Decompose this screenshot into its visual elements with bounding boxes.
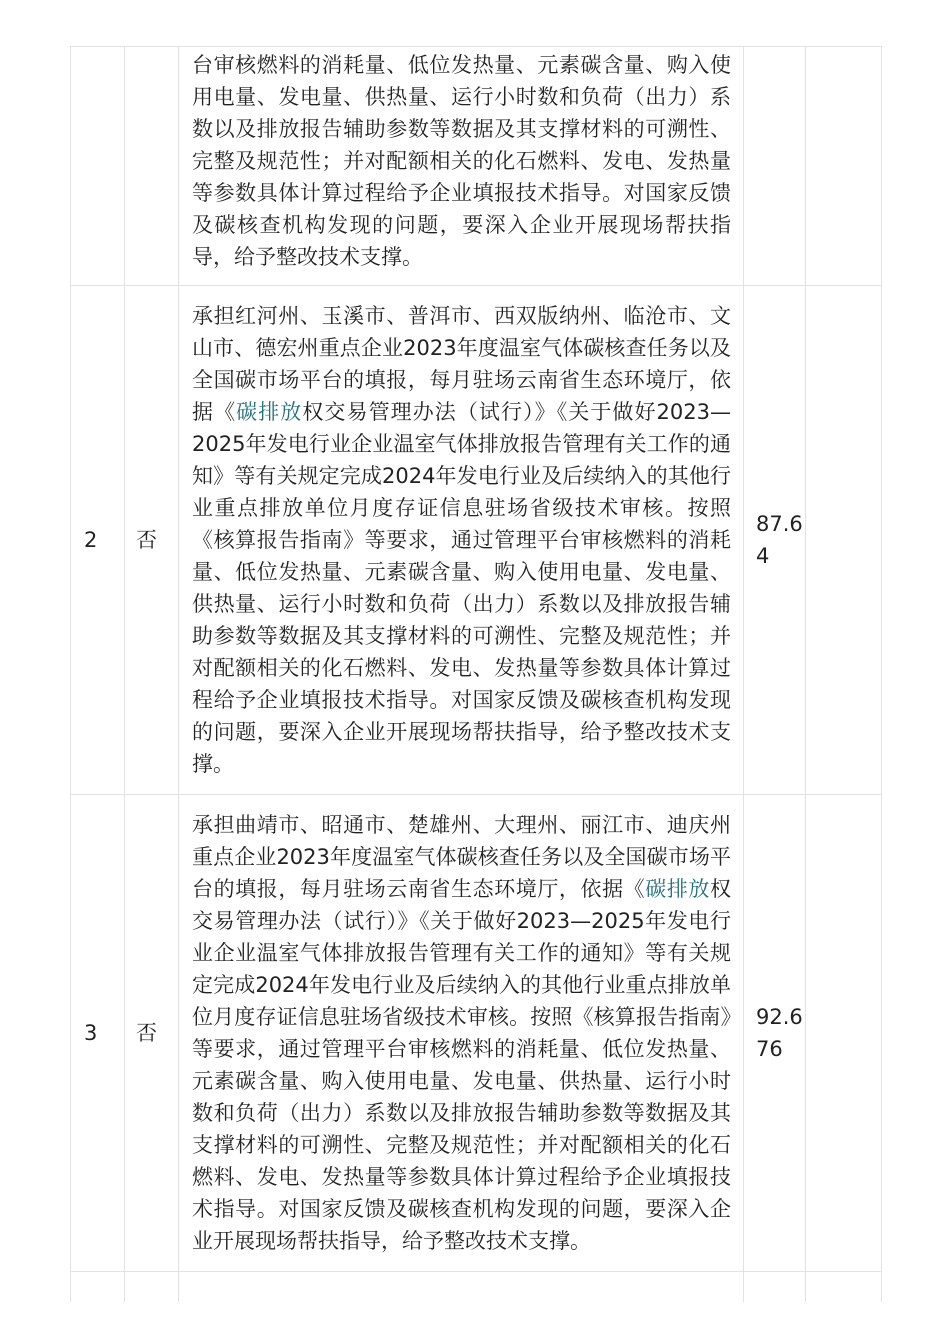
row-flag-cell: 否 — [125, 286, 179, 795]
description-text-rest: 权交易管理办法（试行）》《关于做好2023—2025年发电行业企业温室气体排放报告管理有关工作的通知》等有关规定完成2024年发电行业及后续纳入的其他行业重点排放单位月度存证信息驻场省级技术审核。按照《核算报告指南》等要求，通过管理平台审核燃料的消耗量、低位发热量、元素碳含量、购入使用电量、发电量、供热量、运行小时数和负荷（出力）系数以及排放报告辅助参数等数据及其支撑材料的可溯性、完整及规范性；并对配额相关的化石燃料、发电、发热量等参数具体计算过程给予企业填报技术指导。对国家反馈及碳核查机构发现的问题，要深入企业开展现场帮扶指导，给予整改技术支撑。 — [192, 877, 731, 1253]
carbon-emission-link[interactable]: 碳排放 — [645, 877, 710, 901]
row-description-cell — [179, 47, 744, 286]
row-extra-cell — [806, 47, 882, 286]
carbon-emission-link[interactable]: 碳排放 — [236, 400, 303, 424]
table-row — [71, 47, 882, 286]
requirements-table — [70, 46, 882, 1302]
row-flag-cell — [125, 1272, 179, 1303]
table-row — [71, 795, 882, 1272]
row-flag-cell: 否 — [125, 795, 179, 1272]
row-index-cell: 2 — [71, 286, 125, 795]
row-index-cell — [71, 1272, 125, 1303]
table-row — [71, 1272, 882, 1303]
row-value-cell: 87.64 — [744, 286, 806, 795]
description-text: 台审核燃料的消耗量、低位发热量、元素碳含量、购入使用电量、发电量、供热量、运行小时数和负荷（出力）系数以及排放报告辅助参数等数据及其支撑材料的可溯性、完整及规范性；并对配额相关的化石燃料、发电、发热量等参数具体计算过程给予企业填报技术指导。对国家反馈及碳核查机构发现的问题，要深入企业开展现场帮扶指导，给予整改技术支撑。 — [192, 53, 731, 269]
row-description-cell — [179, 795, 744, 1272]
description-text-rest: 权交易管理办法（试行）》《关于做好2023—2025年发电行业企业温室气体排放报告管理有关工作的通知》等有关规定完成2024年发电行业及后续纳入的其他行业重点排放单位月度存证信息驻场省级技术审核。按照《核算报告指南》等要求，通过管理平台审核燃料的消耗量、低位发热量、元素碳含量、购入使用电量、发电量、供热量、运行小时数和负荷（出力）系数以及排放报告辅助参数等数据及其支撑材料的可溯性、完整及规范性；并对配额相关的化石燃料、发电、发热量等参数具体计算过程给予企业填报技术指导。对国家反馈及碳核查机构发现的问题，要深入企业开展现场帮扶指导，给予整改技术支撑。 — [192, 400, 731, 776]
table-row — [71, 286, 882, 795]
row-flag-cell — [125, 47, 179, 286]
row-description-cell — [179, 286, 744, 795]
description-text-lead: 承担曲靖市、昭通市、楚雄州、大理州、丽江市、迪庆州重点企业2023年度温室气体碳核查任务以及全国碳市场平台的填报，每月驻场云南省生态环境厅，依据《 — [192, 813, 731, 901]
row-index-cell — [71, 47, 125, 286]
row-value-cell — [744, 47, 806, 286]
row-index-cell: 3 — [71, 795, 125, 1272]
description-text-lead: 承担红河州、玉溪市、普洱市、西双版纳州、临沧市、文山市、德宏州重点企业2023年度温室气体碳核查任务以及全国碳市场平台的填报，每月驻场云南省生态环境厅，依据《 — [192, 304, 731, 424]
row-value-cell — [744, 1272, 806, 1303]
row-extra-cell — [806, 795, 882, 1272]
row-extra-cell — [806, 286, 882, 795]
row-value-cell: 92.676 — [744, 795, 806, 1272]
row-description-cell — [179, 1272, 744, 1303]
row-extra-cell — [806, 1272, 882, 1303]
